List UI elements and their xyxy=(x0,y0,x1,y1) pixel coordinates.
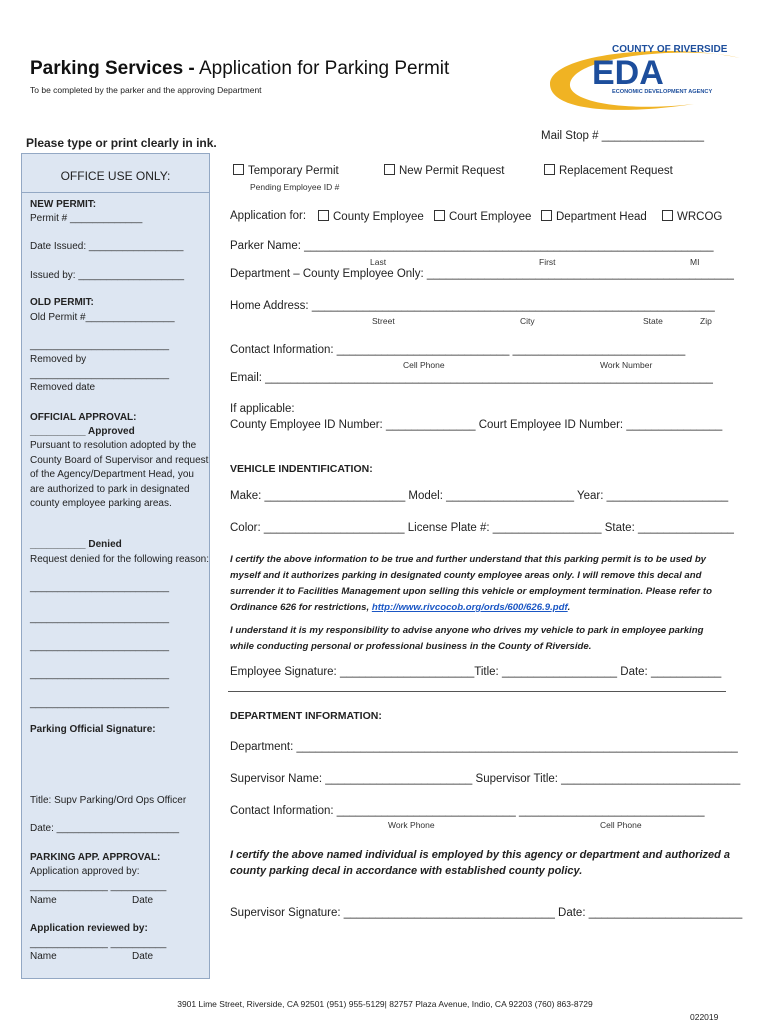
official-title: Title: Supv Parking/Ord Ops Officer xyxy=(30,795,187,806)
cell-phone-label: Cell Phone xyxy=(600,820,642,830)
zip-label: Zip xyxy=(700,316,712,326)
reason-line[interactable]: _________________________ xyxy=(30,641,170,652)
county-employee-checkbox[interactable]: County Employee xyxy=(318,210,424,223)
email-field[interactable]: Email: ______________________________________________________________________ xyxy=(230,372,713,384)
removed-by-line[interactable]: _________________________ xyxy=(30,340,170,351)
approval-text: Pursuant to resolution adopted by the County Board of Supervisor and request of the Agency/Department Head, you are authorized to park in designated county employee parking areas. xyxy=(30,440,209,509)
approved-by-label: Application approved by: xyxy=(30,866,140,877)
removed-date-line[interactable]: _________________________ xyxy=(30,369,170,380)
department-head-checkbox[interactable]: Department Head xyxy=(541,210,647,223)
old-permit-field[interactable]: Old Permit #________________ xyxy=(30,312,175,323)
department-information-heading: DEPARTMENT INFORMATION: xyxy=(230,710,382,722)
court-employee-checkbox[interactable]: Court Employee xyxy=(434,210,531,223)
certification-statement: I certify the above information to be true and further understand that this parking permit is to be used by myself and it authorizes parking in designated county employee areas only. I will remove this decal and surrender it to Facilities Management upon selling this vehicle or employment termination. Please refer to Ordinance 626 for restrictions, http://www.rivcocob.org/ords/600/626.9.pdf. xyxy=(230,554,712,613)
form-code: 022019 xyxy=(690,1012,719,1022)
approved-by-name-label: Name xyxy=(30,895,57,906)
replacement-request-checkbox[interactable]: Replacement Request xyxy=(544,164,673,177)
permit-number-field[interactable]: Permit # _____________ xyxy=(30,213,143,224)
ordinance-link[interactable]: http://www.rivcocob.org/ords/600/626.9.pdf xyxy=(371,602,568,613)
make-model-year-fields[interactable]: Make: ______________________ Model: ____________________ Year: ___________________ xyxy=(230,490,729,502)
section-divider xyxy=(228,691,726,692)
checkbox-icon[interactable] xyxy=(384,164,395,175)
reason-line[interactable]: _________________________ xyxy=(30,613,170,624)
parking-app-approval-label: PARKING APP. APPROVAL: xyxy=(30,852,161,863)
department-name-field[interactable]: Department: _____________________________________________________________________ xyxy=(230,741,738,753)
temporary-permit-checkbox[interactable]: Temporary Permit xyxy=(233,164,339,177)
reason-line[interactable]: _________________________ xyxy=(30,582,170,593)
approved-by-name-date-line[interactable]: ______________ __________ xyxy=(30,881,167,892)
official-date-field[interactable]: Date: ______________________ xyxy=(30,823,180,834)
supervisor-signature-fields[interactable]: Supervisor Signature: _________________________________ Date: ________________________ xyxy=(230,907,743,919)
wrcog-checkbox[interactable]: WRCOG xyxy=(662,210,722,223)
parking-official-signature-label: Parking Official Signature: xyxy=(30,724,156,735)
reviewed-by-date-label: Date xyxy=(132,951,154,962)
office-use-heading: OFFICE USE ONLY: xyxy=(22,154,209,193)
logo-county-text: COUNTY OF RIVERSIDE xyxy=(612,44,728,55)
vehicle-identification-heading: VEHICLE INDENTIFICATION: xyxy=(230,463,373,475)
employee-signature-fields[interactable]: Employee Signature: _____________________Title: __________________ Date: ___________ xyxy=(230,666,722,678)
checkbox-icon[interactable] xyxy=(544,164,555,175)
contact-information-field[interactable]: Contact Information: ___________________________ ___________________________ xyxy=(230,344,686,356)
page-subtitle: To be completed by the parker and the approving Department xyxy=(30,85,262,95)
color-plate-state-fields[interactable]: Color: ______________________ License Plate #: _________________ State: _______________ xyxy=(230,522,734,534)
date-issued-field[interactable]: Date Issued: _________________ xyxy=(30,241,184,252)
approved-field[interactable]: __________ Approved xyxy=(30,426,135,437)
supervisor-fields[interactable]: Supervisor Name: _______________________ Supervisor Title: ____________________________ xyxy=(230,773,741,785)
logo-agency-text: ECONOMIC DEVELOPMENT AGENCY xyxy=(612,89,713,95)
reason-line[interactable]: _________________________ xyxy=(30,669,170,680)
denied-text: Request denied for the following reason: xyxy=(30,554,210,565)
approved-by-date-label: Date xyxy=(132,895,154,906)
work-phone-label: Work Phone xyxy=(388,820,435,830)
eda-logo xyxy=(544,40,744,112)
pending-employee-id-label: Pending Employee ID # xyxy=(250,182,340,192)
reviewed-by-label: Application reviewed by: xyxy=(30,923,148,934)
employee-id-fields[interactable]: County Employee ID Number: ______________ Court Employee ID Number: _______________ xyxy=(230,419,723,431)
new-permit-checkbox[interactable]: New Permit Request xyxy=(384,164,504,177)
city-label: City xyxy=(520,316,535,326)
new-permit-label: NEW PERMIT: xyxy=(30,199,97,210)
mail-stop-field[interactable]: Mail Stop # ________________ xyxy=(541,130,705,142)
last-name-label: Last xyxy=(370,257,387,267)
parker-name-field[interactable]: Parker Name: ________________________________________________________________ xyxy=(230,240,714,252)
official-approval-label: OFFICIAL APPROVAL: xyxy=(30,412,137,423)
removed-date-label: Removed date xyxy=(30,382,96,393)
cell-phone-label: Cell Phone xyxy=(403,360,445,370)
office-use-panel xyxy=(21,153,210,979)
work-number-label: Work Number xyxy=(600,360,653,370)
page-title: Parking Services - Application for Parking Permit xyxy=(30,58,450,79)
department-certification: I certify the above named individual is employed by this agency or department and authorized a county parking decal in accordance with established county policy. xyxy=(230,849,731,877)
reason-line[interactable]: _________________________ xyxy=(30,698,170,709)
removed-by-label: Removed by xyxy=(30,354,87,365)
if-applicable-label: If applicable: xyxy=(230,403,295,415)
checkbox-icon[interactable] xyxy=(541,210,552,221)
responsibility-statement: I understand it is my responsibility to advise anyone who drives my vehicle to park in employee parking while conducting personal or professional business in the County of Riverside. xyxy=(230,625,704,652)
checkbox-icon[interactable] xyxy=(434,210,445,221)
issued-by-field[interactable]: Issued by: ___________________ xyxy=(30,270,185,281)
instructions: Please type or print clearly in ink. xyxy=(26,136,217,150)
home-address-field[interactable]: Home Address: _______________________________________________________________ xyxy=(230,300,715,312)
logo-eda-text: EDA xyxy=(592,54,664,92)
state-label: State xyxy=(643,316,663,326)
denied-field[interactable]: __________ Denied xyxy=(30,539,122,550)
department-field[interactable]: Department – County Employee Only: ________________________________________________ xyxy=(230,268,734,280)
checkbox-icon[interactable] xyxy=(318,210,329,221)
first-name-label: First xyxy=(539,257,556,267)
checkbox-icon[interactable] xyxy=(233,164,244,175)
footer-address: 3901 Lime Street, Riverside, CA 92501 (951) 955-5129| 82757 Plaza Avenue, Indio, CA 92203 (760) 863-8729 xyxy=(177,999,593,1009)
street-label: Street xyxy=(372,316,395,326)
checkbox-icon[interactable] xyxy=(662,210,673,221)
old-permit-label: OLD PERMIT: xyxy=(30,297,94,308)
application-for-label: Application for: xyxy=(230,210,307,222)
department-contact-field[interactable]: Contact Information: ____________________________ _____________________________ xyxy=(230,805,705,817)
reviewed-by-name-date-line[interactable]: ______________ __________ xyxy=(30,938,167,949)
reviewed-by-name-label: Name xyxy=(30,951,57,962)
middle-initial-label: MI xyxy=(690,257,700,267)
